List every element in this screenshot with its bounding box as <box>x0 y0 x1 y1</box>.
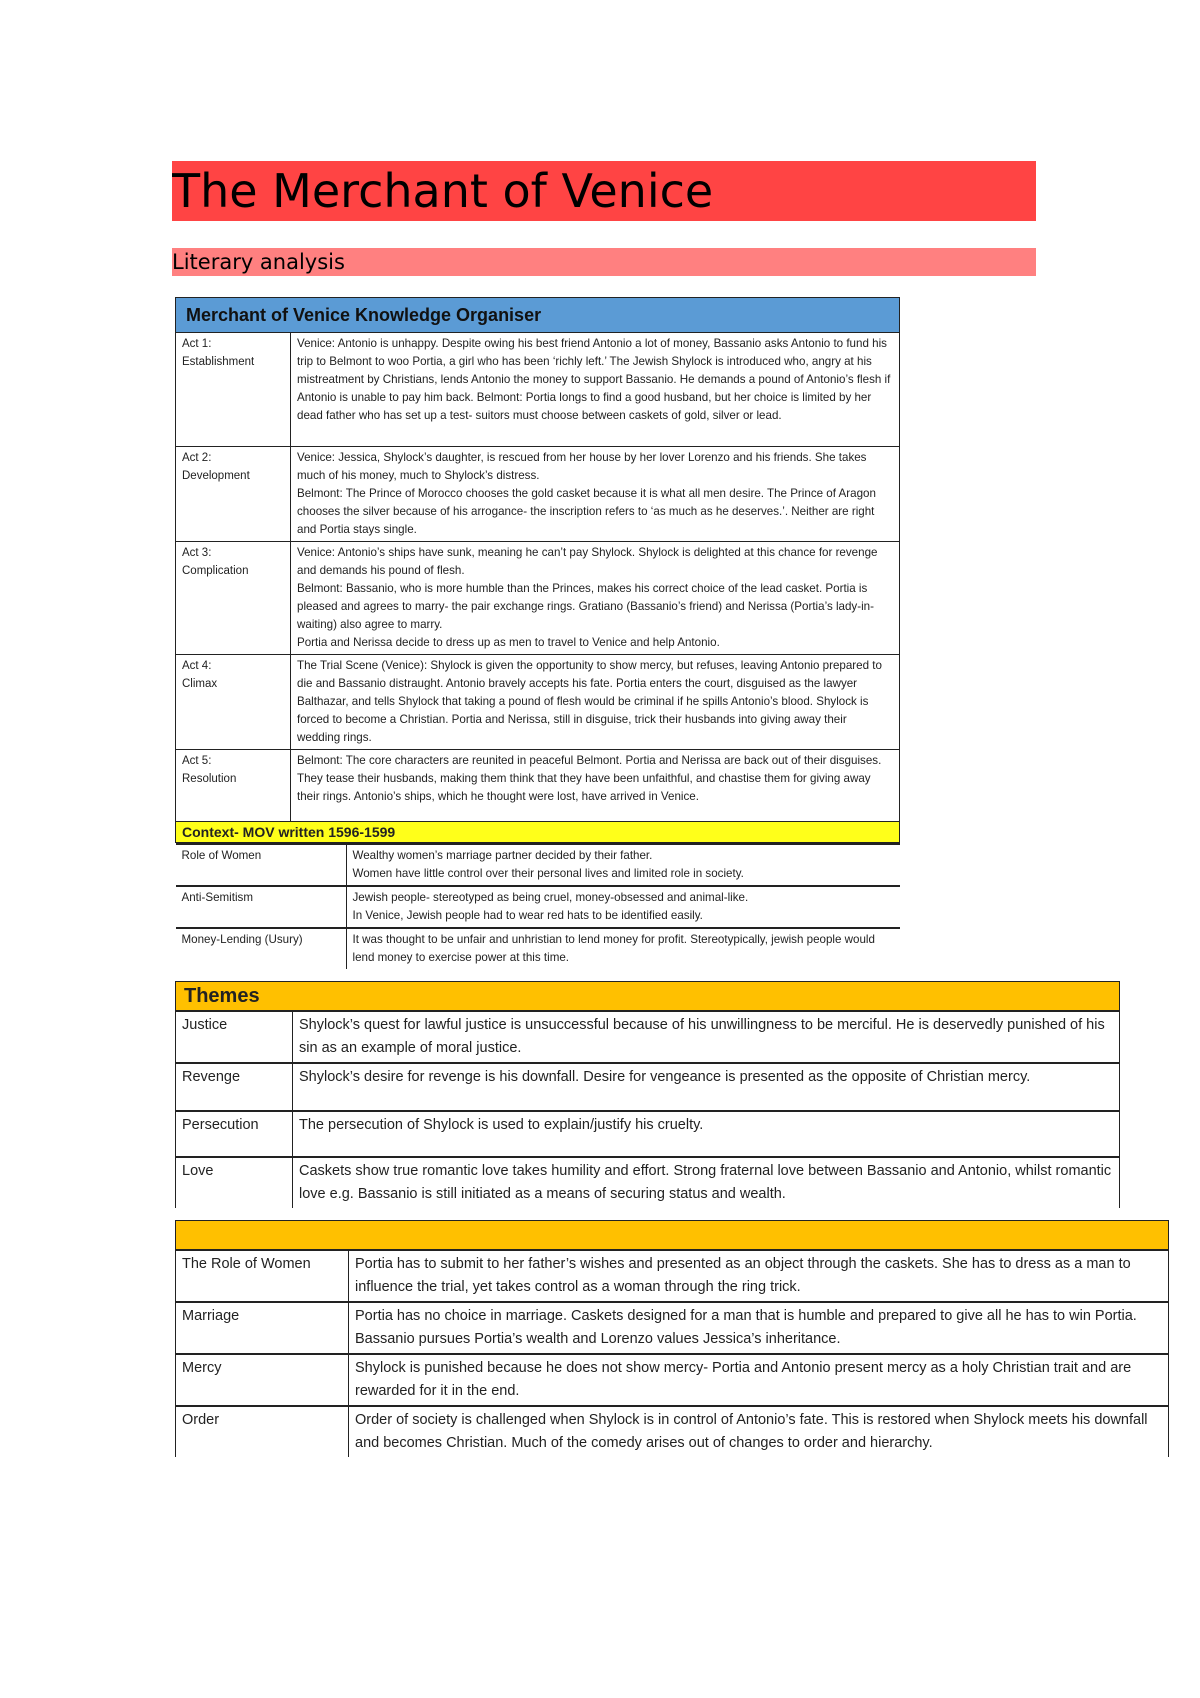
theme-label: Marriage <box>176 1302 349 1354</box>
theme-text: Shylock’s desire for revenge is his downfall. Desire for vengeance is presented as the opposite of Christian mercy. <box>293 1063 1120 1111</box>
act-summary: Belmont: The core characters are reunited in peaceful Belmont. Portia and Nerissa are back out of their disguises. They tease their husbands, making them think that they have been unfaithful, and chastise them for giving away their rings. Antonio’s ships, which he thought were lost, have arrived in Venice. <box>291 750 900 822</box>
theme-label: Persecution <box>176 1111 293 1157</box>
act-row <box>176 333 900 447</box>
character-themes-header-row <box>176 1221 1169 1251</box>
knowledge-organiser-table <box>175 297 900 969</box>
theme-row-role-of-women <box>176 1250 1169 1302</box>
context-row-usury <box>176 928 900 969</box>
theme-text: Shylock is punished because he does not show mercy- Portia and Antonio present mercy as a holy Christian trait and are rewarded for it in the end. <box>349 1354 1169 1406</box>
theme-row-justice <box>176 1011 1120 1063</box>
act-label: Act 3: Complication <box>176 542 291 655</box>
act-label: Act 4: Climax <box>176 655 291 750</box>
context-row-role-of-women <box>176 844 900 886</box>
theme-text: Portia has no choice in marriage. Caskets designed for a man that is humble and prepared to give all he has to win Portia. Bassanio pursues Portia’s wealth and Lorenzo values Jessica’s inheritance. <box>349 1302 1169 1354</box>
context-text: It was thought to be unfair and unhristian to lend money for profit. Stereotypically, jewish people would lend money to exercise power at this time. <box>346 928 900 969</box>
context-header-row <box>176 822 900 843</box>
act-row <box>176 447 900 542</box>
act-label: Act 1: Establishment <box>176 333 291 447</box>
act-row <box>176 655 900 750</box>
themes-heading: Themes <box>176 982 1120 1012</box>
organiser-heading: Merchant of Venice Knowledge Organiser <box>176 298 900 333</box>
context-heading: Context- MOV written 1596-1599 <box>176 822 900 843</box>
theme-row-love <box>176 1157 1120 1208</box>
theme-text: Caskets show true romantic love takes humility and effort. Strong fraternal love between Bassanio and Antonio, whilst romantic love e.g. Bassanio is still initiated as a means of securing status and wealth. <box>293 1157 1120 1208</box>
act-summary: Venice: Jessica, Shylock’s daughter, is rescued from her house by her lover Lorenzo and his friends. She takes much of his money, much to Shylock’s distress. Belmont: The Prince of Morocco chooses the gold casket because it is what all men desire. The Prince of Aragon chooses the silver because of his arrogance- the inscription refers to ‘as much as he deserves.’. Neither are right and Portia stays single. <box>291 447 900 542</box>
themes-table <box>175 981 1120 1208</box>
context-label: Money-Lending (Usury) <box>176 928 347 969</box>
theme-label: Love <box>176 1157 293 1208</box>
theme-row-marriage <box>176 1302 1169 1354</box>
act-summary: Venice: Antonio is unhappy. Despite owing his best friend Antonio a lot of money, Bassanio asks Antonio to fund his trip to Belmont to woo Portia, a girl who has been ‘richly left.’ The Jewish Shylock is introduced who, angry at his mistreatment by Christians, lends Antonio the money to support Bassanio. He demands a pound of Antonio’s flesh if Antonio is unable to pay him back. Belmont: Portia longs to find a good husband, but her choice is limited by her dead father who has set up a test- suitors must choose between caskets of gold, silver or lead. <box>291 333 900 447</box>
act-summary: The Trial Scene (Venice): Shylock is given the opportunity to show mercy, but refuses, leaving Antonio prepared to die and Bassanio distraught. Antonio bravely accepts his fate. Portia enters the court, disguised as the lawyer Balthazar, and tells Shylock that taking a pound of flesh would be criminal if he spills Antonio’s blood. Shylock is forced to become a Christian. Portia and Nerissa, still in disguise, trick their husbands into giving away their wedding rings. <box>291 655 900 750</box>
document-title: The Merchant of Venice <box>172 161 1036 221</box>
character-themes-header <box>176 1221 1169 1251</box>
theme-label: Justice <box>176 1011 293 1063</box>
theme-row-order <box>176 1406 1169 1457</box>
context-label: Anti-Semitism <box>176 886 347 928</box>
context-text: Wealthy women’s marriage partner decided by their father. Women have little control over their personal lives and limited role in society. <box>346 844 900 886</box>
theme-label: Order <box>176 1406 349 1457</box>
act-summary: Venice: Antonio’s ships have sunk, meaning he can’t pay Shylock. Shylock is delighted at this chance for revenge and demands his pound of flesh. Belmont: Bassanio, who is more humble than the Princes, makes his correct choice of the lead casket. Portia is pleased and agrees to marry- the pair exchange rings. Gratiano (Bassanio’s friend) and Nerissa (Portia’s lady-in-waiting) also agree to marry. Portia and Nerissa decide to dress up as men to travel to Venice and help Antonio. <box>291 542 900 655</box>
theme-row-mercy <box>176 1354 1169 1406</box>
theme-label: The Role of Women <box>176 1250 349 1302</box>
theme-row-revenge <box>176 1063 1120 1111</box>
theme-label: Mercy <box>176 1354 349 1406</box>
themes-header-row <box>176 982 1120 1012</box>
act-label: Act 2: Development <box>176 447 291 542</box>
act-label: Act 5: Resolution <box>176 750 291 822</box>
theme-text: Shylock’s quest for lawful justice is unsuccessful because of his unwillingness to be merciful. He is deservedly punished of his sin as an example of moral justice. <box>293 1011 1120 1063</box>
document-subtitle: Literary analysis <box>172 248 1036 276</box>
context-row <box>176 843 900 970</box>
context-label: Role of Women <box>176 844 347 886</box>
act-row <box>176 542 900 655</box>
act-row <box>176 750 900 822</box>
organiser-header-row <box>176 298 900 333</box>
character-themes-table <box>175 1220 1169 1457</box>
context-row-anti-semitism <box>176 886 900 928</box>
theme-text: Portia has to submit to her father’s wishes and presented as an object through the caskets. She has to dress as a man to influence the trial, yet takes control as a woman through the ring trick. <box>349 1250 1169 1302</box>
theme-row-persecution <box>176 1111 1120 1157</box>
theme-text: Order of society is challenged when Shylock is in control of Antonio’s fate. This is restored when Shylock meets his downfall and becomes Christian. Much of the comedy arises out of changes to order and hierarchy. <box>349 1406 1169 1457</box>
theme-label: Revenge <box>176 1063 293 1111</box>
context-text: Jewish people- stereotyped as being cruel, money-obsessed and animal-like. In Venice, Jewish people had to wear red hats to be identified easily. <box>346 886 900 928</box>
theme-text: The persecution of Shylock is used to explain/justify his cruelty. <box>293 1111 1120 1157</box>
